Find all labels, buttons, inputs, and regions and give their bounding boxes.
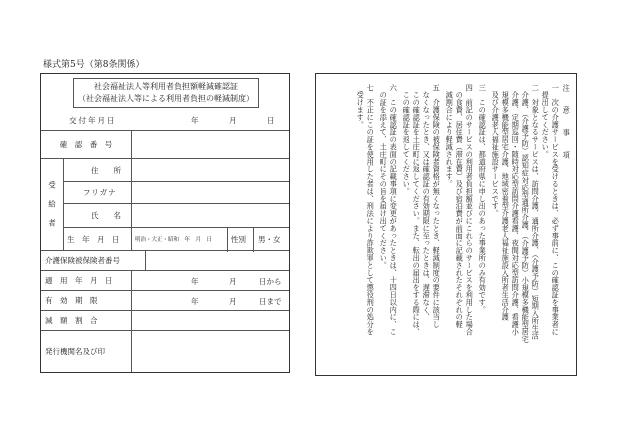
issue-year: 年	[191, 116, 199, 125]
notes-heading: 注 意 事 項	[562, 84, 572, 163]
note-line: の証を添えて、土庄町にその旨を届け出てください。	[379, 84, 389, 269]
certificate-subtitle: （社会福祉法人等による利用者負担の軽減制度）	[78, 94, 254, 103]
reduction-rate-row	[41, 310, 289, 330]
certificate-title: 社会福祉法人等利用者負担額軽減確認証	[94, 82, 238, 91]
note-line: なくなったとき、又は確認証の有効期限に至ったときは、遅滞なく、	[422, 84, 432, 321]
certificate-header	[73, 78, 259, 108]
recipient-label: 受 給 者	[47, 180, 57, 229]
sex-label: 性別	[231, 235, 246, 244]
issue-date-label: 交付年月日	[69, 116, 117, 125]
form-title: 様式第5号（第8条関係）	[43, 60, 145, 70]
applicable-from-label: 適 用 年 月 日	[45, 276, 113, 285]
valid-until-row	[41, 290, 289, 310]
notes-panel	[315, 73, 577, 376]
issue-day: 日	[267, 116, 275, 125]
note-line: 及び介護老人福祉施設サービスです。	[491, 84, 501, 218]
applicable-from-row	[41, 270, 289, 290]
recipient-block	[41, 158, 289, 250]
address-row	[63, 159, 289, 181]
confirm-number-row	[41, 130, 289, 158]
note-line: 介護、定期巡回・随時対応型訪問介護看護、夜間対応型訪問介護、看護小	[511, 84, 521, 336]
from-month: 月	[229, 277, 237, 286]
note-line: この確認証を土庄町に返してください。また、転出の届出をする際には、	[412, 84, 422, 336]
sex-options: 男・女	[258, 235, 281, 244]
issuer-row	[41, 330, 289, 372]
note-line: 四 前記のサービスの利用者負担額並びにこれらのサービスを利用した場合	[465, 84, 475, 336]
reduction-rate-label: 減 額 割 合	[45, 316, 98, 325]
birthdate-row	[63, 227, 289, 252]
note-line: 規模多機能型居宅介護、地域密着型介護老人福祉施設入所者生活介護	[501, 84, 511, 321]
note-line: 六 この確認証の表面の記載事項に変更があったときは、十四日以内に、こ	[389, 84, 399, 336]
birthdate-eras: 明治・大正・昭和 年 月 日	[135, 237, 213, 243]
name-label: 氏 名	[91, 211, 121, 220]
address-label: 住 所	[91, 166, 121, 175]
insured-number-label: 介護保険被保険者番号	[45, 256, 120, 265]
until-suffix: 日まで	[259, 297, 282, 306]
until-month: 月	[229, 297, 237, 306]
furigana-row	[63, 181, 289, 204]
certificate-form	[40, 73, 290, 373]
issue-month: 月	[229, 116, 237, 125]
note-line: 三 この確認証は、都道府県に申し出のあった事業所のみ有効です。	[478, 84, 488, 314]
note-line: 一 次の介護サービスを受けるときは、必ず事前に、この確認証を事業者に	[551, 84, 561, 336]
issue-date-row	[41, 114, 289, 128]
note-line: 提出してください。	[541, 84, 551, 158]
valid-until-label: 有 効 期 限	[45, 296, 98, 305]
note-line: の食費、居住費（滞在費）及び宿泊費が前面に記載されたそれぞれの軽	[455, 84, 465, 329]
from-year: 年	[191, 277, 199, 286]
until-year: 年	[191, 297, 199, 306]
from-suffix: 日から	[259, 277, 282, 286]
note-line: この確認証を返してください。	[402, 84, 412, 195]
note-line: 減割合により軽減されます。	[445, 84, 455, 188]
note-line: 七 不正にこの証を使用した者は、刑法により詐欺罪として懲役刑の処分を	[366, 84, 376, 336]
note-line: 介護、（介護予防）認知症対応型通所介護、（介護予防）小規模多機能型居宅	[521, 84, 531, 344]
name-row	[63, 203, 289, 228]
note-line: 五 介護保険の被保険者資格が無くなったとき、軽減制度の要件に該当し	[432, 84, 442, 329]
confirm-number-label: 確 認 番 号	[59, 140, 113, 149]
note-line: 受けます。	[356, 84, 366, 129]
birthdate-label: 生 年 月 日	[67, 235, 120, 244]
furigana-label: フリガナ	[83, 188, 117, 197]
insured-number-row	[41, 250, 289, 270]
issuer-label: 発行機関名及び印	[45, 347, 105, 356]
note-line: 二 対象となるサービスは、訪問介護、通所介護、（介護予防）短期入所生活	[531, 84, 541, 340]
